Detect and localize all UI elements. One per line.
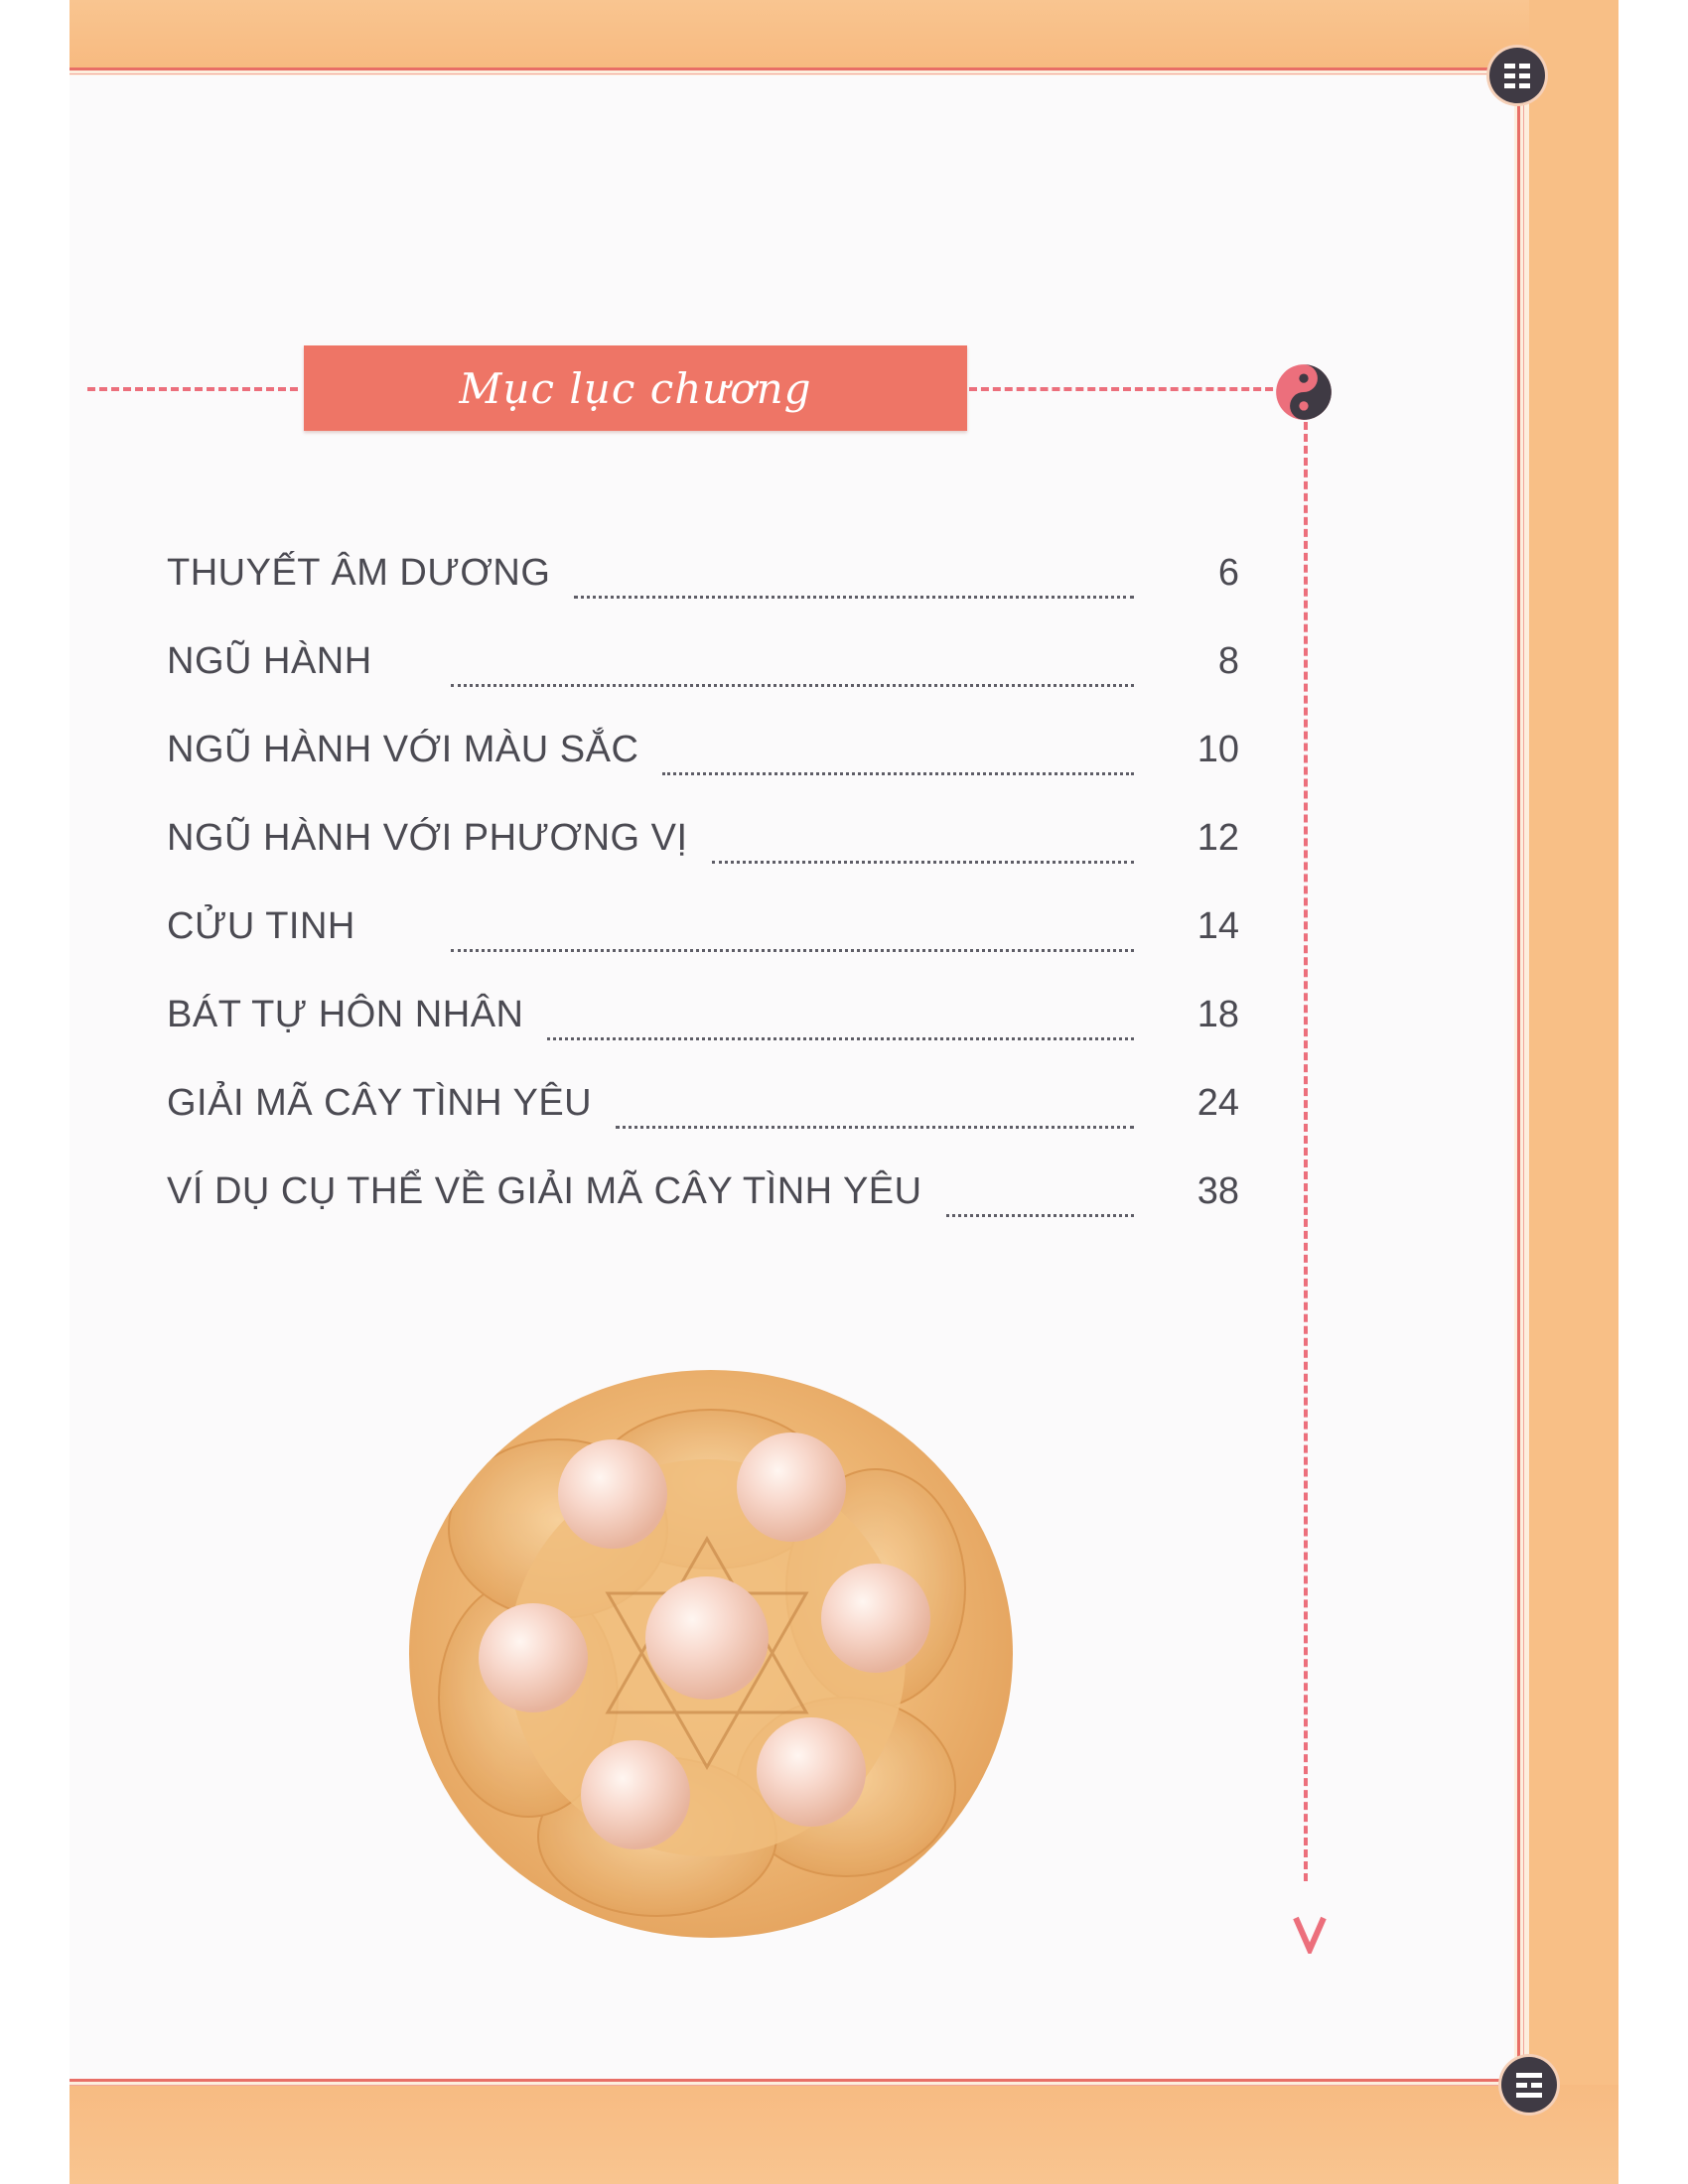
- toc-leader-dots: [451, 905, 1134, 952]
- toc-entry-page: 8: [1217, 640, 1239, 682]
- top-rule-thin: [70, 73, 1519, 74]
- toc-entry-title: NGŨ HÀNH: [167, 640, 372, 682]
- crystal-lotus-photo: [409, 1370, 1013, 1938]
- toc-leader-dots: [662, 729, 1134, 775]
- toc-entry[interactable]: [167, 1074, 1239, 1134]
- toc-entry-title: NGŨ HÀNH VỚI MÀU SẮC: [167, 729, 639, 770]
- yin-yang-icon: [1275, 363, 1333, 421]
- toc-leader-dots: [712, 817, 1134, 864]
- toc-entry-page: 6: [1217, 552, 1239, 594]
- toc-entry-page: 24: [1196, 1082, 1239, 1124]
- toc-entry-page: 18: [1196, 994, 1239, 1035]
- toc-entry-title: NGŨ HÀNH VỚI PHƯƠNG VỊ: [167, 817, 688, 859]
- top-rule: [70, 68, 1519, 70]
- toc-entry[interactable]: [167, 809, 1239, 869]
- toc-leader-dots: [946, 1170, 1134, 1217]
- toc-entry[interactable]: [167, 897, 1239, 957]
- toc-entry[interactable]: [167, 721, 1239, 780]
- toc-leader-dots: [547, 994, 1134, 1040]
- toc-entry-title: THUYẾT ÂM DƯƠNG: [167, 552, 551, 594]
- toc-leader-dots: [574, 552, 1134, 599]
- toc-leader-dots: [616, 1082, 1134, 1129]
- right-band: [1529, 0, 1618, 2184]
- title-banner: [304, 345, 967, 431]
- toc-entry-title: CỬU TINH: [167, 905, 355, 947]
- toc-entry-title: BÁT TỰ HÔN NHÂN: [167, 994, 524, 1035]
- toc-entry-page: 38: [1196, 1170, 1239, 1212]
- bottom-rule-thin: [70, 2085, 1534, 2086]
- dashed-line-vertical: [1304, 422, 1308, 1881]
- right-rule: [1517, 69, 1520, 2081]
- right-rule-thin: [1523, 69, 1524, 2081]
- top-band: [70, 0, 1618, 68]
- dashed-line-right: [969, 387, 1285, 391]
- toc-entry-title: VÍ DỤ CỤ THỂ VỀ GIẢI MÃ CÂY TÌNH YÊU: [167, 1170, 922, 1212]
- arrow-down-icon: [1293, 1914, 1327, 1954]
- toc-entry[interactable]: [167, 544, 1239, 604]
- toc-entry[interactable]: [167, 632, 1239, 692]
- toc-entry-page: 10: [1196, 729, 1239, 770]
- bottom-band: [70, 2085, 1618, 2184]
- page-title: Mục lục chương: [459, 363, 812, 413]
- bottom-rule: [70, 2079, 1534, 2082]
- toc-entry-page: 14: [1196, 905, 1239, 947]
- toc-entry[interactable]: [167, 1162, 1239, 1222]
- dashed-line-left: [87, 387, 298, 391]
- trigram-icon: [1501, 2057, 1557, 2113]
- toc-entry[interactable]: [167, 986, 1239, 1045]
- toc-leader-dots: [451, 640, 1134, 687]
- trigram-icon: [1489, 48, 1545, 103]
- toc-entry-title: GIẢI MÃ CÂY TÌNH YÊU: [167, 1082, 593, 1124]
- toc-entry-page: 12: [1196, 817, 1239, 859]
